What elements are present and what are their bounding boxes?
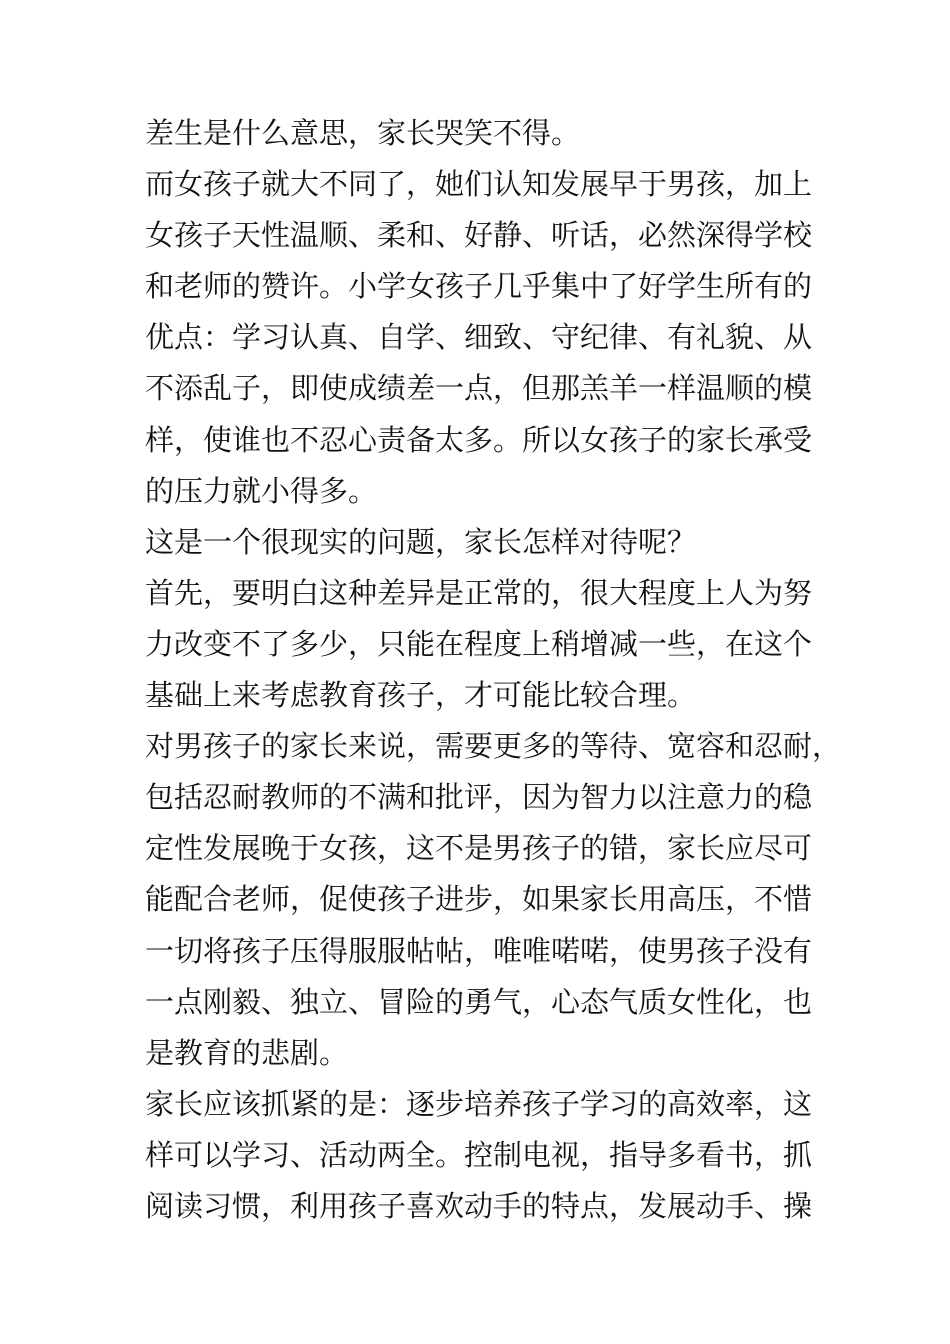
document-body	[145, 108, 842, 1232]
text-line-8: 的压力就小得多。	[145, 473, 378, 508]
text-line-1: 差生是什么意思，家长哭笑不得。	[145, 116, 581, 150]
text-line-14: 包括忍耐教师的不满和批评，因为智力以注意力的稳	[145, 780, 813, 815]
text-line-6: 不添乱子，即使成绩差一点，但那羔羊一样温顺的模	[145, 371, 813, 406]
text-line-19: 是教育的悲剧。	[145, 1035, 349, 1070]
text-line-4: 和老师的赞许。小学女孩子几乎集中了好学生所有的	[145, 269, 813, 304]
text-line-9: 这是一个很现实的问题，家长怎样对待呢？	[145, 524, 697, 559]
text-line-2: 而女孩子就大不同了，她们认知发展早于男孩，加上	[145, 167, 813, 202]
text-line-11: 力改变不了多少，只能在程度上稍增减一些，在这个	[145, 626, 813, 661]
text-line-3: 女孩子天性温顺、柔和、好静、听话，必然深得学校	[145, 218, 813, 253]
text-line-7: 样，使谁也不忍心责备太多。所以女孩子的家长承受	[145, 422, 813, 457]
text-line-15: 定性发展晚于女孩，这不是男孩子的错，家长应尽可	[145, 831, 813, 866]
text-line-21: 样可以学习、活动两全。控制电视，指导多看书，抓	[145, 1137, 813, 1172]
text-line-22: 阅读习惯，利用孩子喜欢动手的特点，发展动手、操	[145, 1188, 813, 1223]
text-line-5: 优点：学习认真、自学、细致、守纪律、有礼貌、从	[145, 320, 813, 355]
text-line-12: 基础上来考虑教育孩子，才可能比较合理。	[145, 678, 697, 713]
text-line-16: 能配合老师，促使孩子进步，如果家长用高压，不惜	[145, 882, 813, 917]
text-line-17: 一切将孩子压得服服帖帖，唯唯喏喏，使男孩子没有	[145, 933, 813, 968]
text-line-20: 家长应该抓紧的是：逐步培养孩子学习的高效率，这	[145, 1086, 813, 1121]
text-line-18: 一点刚毅、独立、冒险的勇气，心态气质女性化，也	[145, 984, 813, 1019]
text-line-13: 对男孩子的家长来说，需要更多的等待、宽容和忍耐，	[145, 729, 842, 764]
text-line-10: 首先，要明白这种差异是正常的，很大程度上人为努	[145, 575, 813, 610]
